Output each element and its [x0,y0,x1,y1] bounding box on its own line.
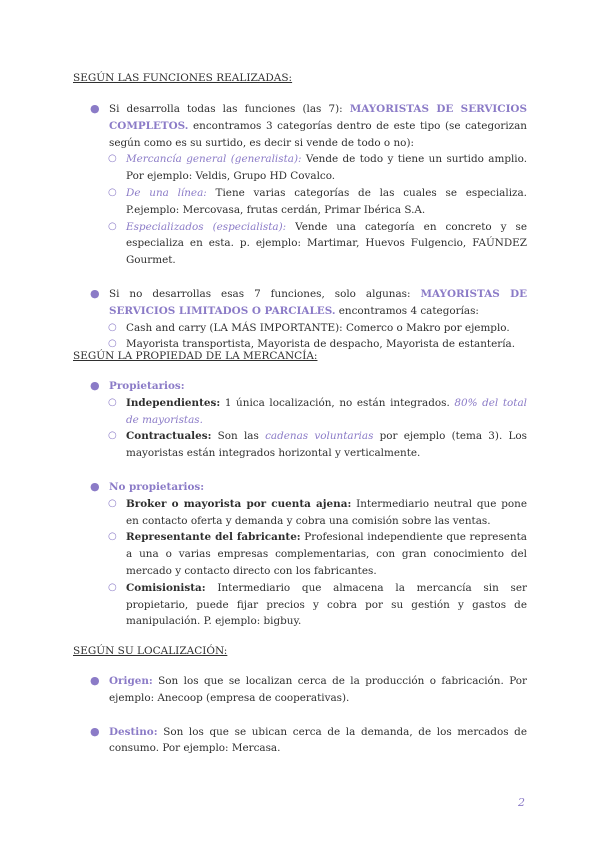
highlight-term: MAYORISTAS DE SERVICIOS LIMITADOS O PARCIALES. [109,287,527,317]
circle-bullet-icon: ○ [108,220,117,232]
list-item: ● No propietarios: [90,479,527,496]
bullet-icon: ● [90,724,100,738]
circle-bullet-icon: ○ [108,153,117,165]
bullet-icon: ● [90,479,100,493]
circle-bullet-icon: ○ [108,321,117,333]
bullet-icon: ● [90,379,100,392]
list-item: ● Origen: Son los que se localizan cerca de la producción o fabricación. Por ejemplo: Anecoop (empresa de cooperativas). [90,673,527,707]
sub-item: ○ Contractuales: Son las cadenas voluntarias por ejemplo (tema 3). Los mayoristas están integrados horizontal y verticalmente. [108,428,527,462]
bullet-icon: ● [90,286,100,300]
section-localizacion [90,673,527,757]
section-propiedad [90,378,527,630]
circle-bullet-icon: ○ [108,497,117,509]
sub-item: ○ Cash and carry (LA MÁS IMPORTANTE): Comerco o Makro por ejemplo. [108,320,527,337]
sub-item: ○ Comisionista: Intermediario que almacena la mercancía sin ser propietario, puede fijar precios y cobra por su gestión y gastos de manipulación. P. ejemplo: bigbuy. [108,580,527,630]
sub-item: ○ Representante del fabricante: Profesional independiente que representa a una o varias empresas complementarias, con gran conocimiento del mercado y contacto directo con los fabricantes. [108,529,527,579]
heading-propiedad: SEGÚN LA PROPIEDAD DE LA MERCANCÍA: [73,350,318,362]
circle-bullet-icon: ○ [108,581,117,593]
heading-funciones: SEGÚN LAS FUNCIONES REALIZADAS: [73,72,293,84]
circle-bullet-icon: ○ [108,186,117,198]
heading-localizacion: SEGÚN SU LOCALIZACIÓN: [73,645,228,657]
circle-bullet-icon: ○ [108,430,117,442]
sub-item: ○ Especializados (especialista): Vende una categoría en concreto y se especializa en esta. p. ejemplo: Martimar, Huevos Fulgencio, FAÚNDEZ Gourmet. [108,219,527,269]
sub-item: ○ Independientes: 1 única localización, no están integrados. 80% del total de mayoristas. [108,395,527,429]
list-item: ● Si no desarrollas esas 7 funciones, solo algunas: MAYORISTAS DE SERVICIOS LIMITADOS O PARCIALES. encontramos 4 categorías: [90,286,527,320]
sub-item: ○ Mercancía general (generalista): Vende de todo y tiene un surtido amplio. Por ejemplo: Veldis, Grupo HD Covalco. [108,151,527,185]
list-item: ● Destino: Son los que se ubican cerca de la demanda, de los mercados de consumo. Por ejemplo: Mercasa. [90,724,527,758]
sub-item: ○ Broker o mayorista por cuenta ajena: Intermediario neutral que pone en contacto oferta y demanda y cobra una comisión sobre las ventas. [108,496,527,530]
circle-bullet-icon: ○ [108,396,117,408]
bullet-icon: ● [90,102,100,115]
page-number: 2 [518,796,525,809]
bullet-icon: ● [90,674,100,687]
circle-bullet-icon: ○ [108,531,117,543]
section-funciones [90,101,527,353]
sub-item: ○ Mayorista transportista, Mayorista de despacho, Mayorista de estantería. [108,336,527,353]
list-item: ● Si desarrolla todas las funciones (las 7): MAYORISTAS DE SERVICIOS COMPLETOS. encontramos 3 categorías dentro de este tipo (se categorizan según como es su surtido, es decir si vende de todo o no): [90,101,527,151]
sub-item: ○ De una línea: Tiene varias categorías de las cuales se especializa. P.ejemplo: Mercovasa, frutas cerdán, Primar Ibérica S.A. [108,185,527,219]
highlight-term: MAYORISTAS DE SERVICIOS COMPLETOS. [109,103,527,132]
list-item: ● Propietarios: [90,378,527,395]
circle-bullet-icon: ○ [108,338,117,350]
